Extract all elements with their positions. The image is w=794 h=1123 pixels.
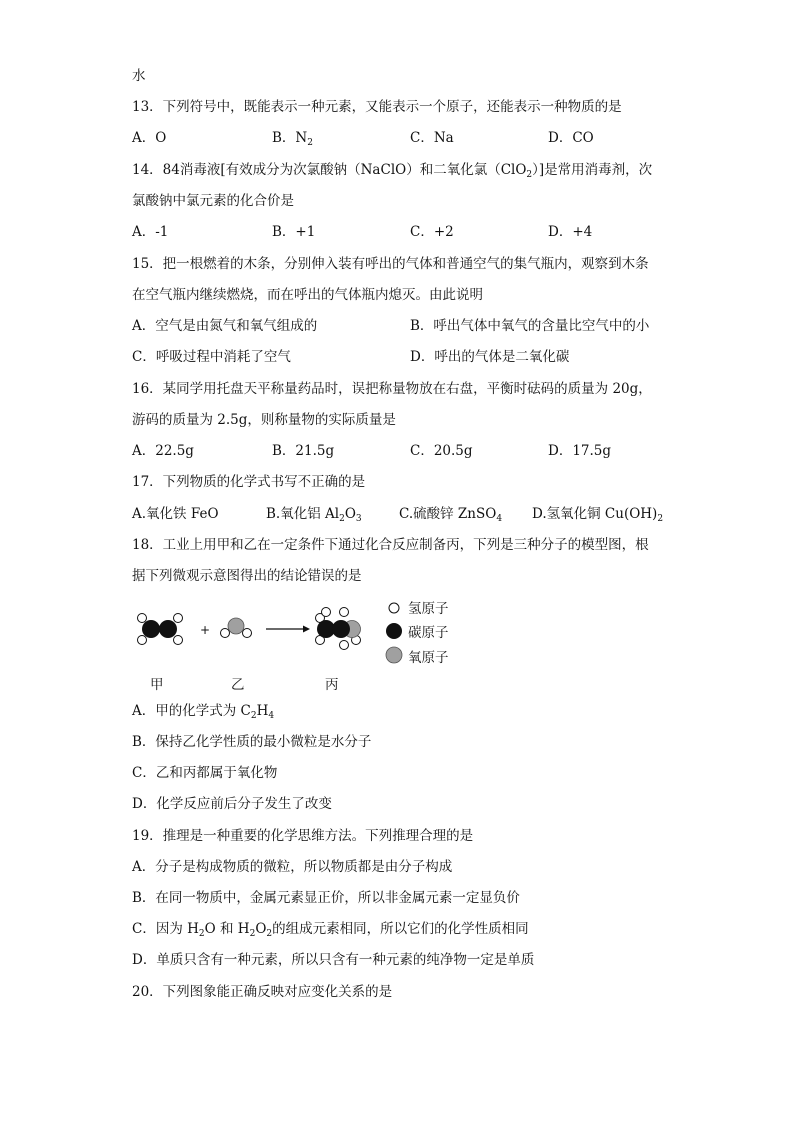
question-18-line-2: 据下列微观示意图得出的结论错误的是 bbox=[132, 568, 362, 584]
question-13: 13．下列符号中，既能表示一种元素，又能表示一个原子，还能表示一种物质的是 bbox=[132, 99, 622, 115]
legend bbox=[386, 603, 402, 663]
jia-c-2 bbox=[159, 620, 177, 638]
q14-option-b[interactable]: B．+1 bbox=[272, 224, 316, 240]
q17-b-sub1: 2 bbox=[339, 514, 345, 524]
q17-c-sub: 4 bbox=[496, 514, 503, 524]
q14-option-d[interactable]: D．+4 bbox=[548, 224, 593, 240]
q19-option-c[interactable] bbox=[132, 919, 529, 939]
q18-a-sub2: 4 bbox=[268, 711, 275, 721]
q19-c-sub1: 2 bbox=[198, 929, 205, 939]
q14-option-a[interactable]: A．-1 bbox=[132, 224, 169, 240]
q16-option-d[interactable]: D．17.5g bbox=[548, 443, 612, 459]
legend-o-swatch bbox=[386, 647, 402, 663]
question-16-line-1: 16．某同学用托盘天平称量药品时，误把称量物放在右盘，平衡时砝码的质量为 20g， bbox=[132, 381, 652, 397]
question-18-line-1: 18．工业上用甲和乙在一定条件下通过化合反应制备丙，下列是三种分子的模型图，根 bbox=[132, 537, 649, 553]
q18-option-b[interactable]: B．保持乙化学性质的最小微粒是水分子 bbox=[132, 734, 372, 750]
q13-option-a[interactable]: A．O bbox=[132, 130, 167, 146]
q18-a-mid: H bbox=[256, 703, 269, 719]
q15-option-b[interactable]: B．呼出气体中氧气的含量比空气中的小 bbox=[410, 318, 650, 334]
question-16-line-2: 游码的质量为 2.5g，则称量物的实际质量是 bbox=[132, 412, 396, 428]
molecule-jia bbox=[138, 614, 183, 645]
jia-h-2 bbox=[138, 636, 147, 645]
bing-h-5 bbox=[340, 641, 349, 650]
q18-option-c[interactable]: C．乙和丙都属于氧化物 bbox=[132, 765, 278, 781]
label-yi: 乙 bbox=[231, 677, 245, 693]
q17-option-d[interactable] bbox=[532, 504, 663, 524]
q19-c-sub3: 2 bbox=[266, 929, 273, 939]
q19-c-tail: 的组成元素相同，所以它们的化学性质相同 bbox=[272, 921, 529, 937]
label-jia: 甲 bbox=[150, 677, 164, 693]
plus-sign: + bbox=[200, 623, 211, 637]
jia-h-3 bbox=[174, 614, 183, 623]
jia-h-1 bbox=[138, 614, 147, 623]
q13-option-b-text: B．N bbox=[272, 130, 308, 146]
q18-a-text: A．甲的化学式为 C bbox=[132, 703, 251, 719]
molecule-bing bbox=[316, 608, 361, 650]
question-17: 17．下列物质的化学式书写不正确的是 bbox=[132, 474, 366, 490]
legend-c-swatch bbox=[386, 623, 402, 639]
q16-option-a[interactable]: A．22.5g bbox=[132, 443, 194, 459]
q17-b-sub2: 3 bbox=[355, 514, 362, 524]
q17-option-b[interactable] bbox=[266, 504, 362, 524]
jia-c-1 bbox=[142, 620, 160, 638]
legend-hydrogen-label: 氢原子 bbox=[408, 601, 449, 617]
q16-option-c[interactable]: C．20.5g bbox=[410, 443, 473, 459]
q14-text: 14．84消毒液[有效成分为次氯酸钠（NaClO）和二氧化氯（ClO bbox=[132, 162, 527, 178]
q17-d-sub: 2 bbox=[657, 514, 664, 524]
q13-option-c[interactable]: C．Na bbox=[410, 130, 454, 146]
molecule-yi bbox=[221, 618, 252, 638]
q18-a-sub1: 2 bbox=[250, 711, 257, 721]
yi-h-2 bbox=[243, 629, 252, 638]
question-15-line-2: 在空气瓶内继续燃烧，而在呼出的气体瓶内熄灭。由此说明 bbox=[132, 287, 483, 303]
bing-h-3 bbox=[322, 608, 331, 617]
q15-option-a[interactable]: A．空气是由氮气和氧气组成的 bbox=[132, 318, 318, 334]
q15-option-c[interactable]: C．呼吸过程中消耗了空气 bbox=[132, 349, 291, 365]
q17-c-text: C.硫酸锌 ZnSO bbox=[399, 506, 497, 522]
q14-option-c[interactable]: C．+2 bbox=[410, 224, 454, 240]
q19-c-text: C．因为 H bbox=[132, 921, 199, 937]
label-bing: 丙 bbox=[325, 677, 339, 693]
q13-option-b-sub: 2 bbox=[307, 138, 313, 148]
yi-h-1 bbox=[221, 629, 230, 638]
reaction-arrow bbox=[266, 626, 310, 633]
legend-h-swatch bbox=[389, 603, 399, 613]
question-15-line-1: 15．把一根燃着的木条，分别伸入装有呼出的气体和普通空气的集气瓶内，观察到木条 bbox=[132, 256, 649, 272]
q17-b-mid: O bbox=[344, 506, 356, 522]
q14-text-tail: ）]是常用消毒剂，次 bbox=[532, 162, 653, 178]
q14-sub: 2 bbox=[526, 170, 533, 180]
q17-option-a[interactable]: A.氧化铁 FeO bbox=[132, 506, 219, 522]
q17-option-c[interactable] bbox=[399, 504, 502, 524]
q13-option-b[interactable] bbox=[272, 128, 313, 148]
q13-option-d[interactable]: D．CO bbox=[548, 130, 594, 146]
q19-c-mid2: O bbox=[255, 921, 267, 937]
q19-c-sub2: 2 bbox=[249, 929, 256, 939]
bing-h-4 bbox=[340, 608, 349, 617]
q19-c-mid: O 和 H bbox=[204, 921, 250, 937]
question-20: 20．下列图象能正确反映对应变化关系的是 bbox=[132, 984, 393, 1000]
jia-h-4 bbox=[174, 636, 183, 645]
legend-oxygen-label: 氧原子 bbox=[408, 650, 449, 666]
q15-option-d[interactable]: D．呼出的气体是二氧化碳 bbox=[410, 349, 570, 365]
question-14-line-1 bbox=[132, 160, 652, 180]
question-19: 19．推理是一种重要的化学思维方法。下列推理合理的是 bbox=[132, 828, 474, 844]
continuation-text: 水 bbox=[132, 68, 146, 84]
q16-option-b[interactable]: B．21.5g bbox=[272, 443, 335, 459]
q17-d-text: D.氢氧化铜 Cu(OH) bbox=[532, 506, 658, 522]
yi-o bbox=[228, 618, 244, 634]
molecule-diagram bbox=[130, 600, 470, 695]
q17-b-text: B.氧化铝 Al bbox=[266, 506, 340, 522]
q19-option-a[interactable]: A．分子是构成物质的微粒，所以物质都是由分子构成 bbox=[132, 859, 453, 875]
q18-option-a[interactable] bbox=[132, 701, 274, 721]
q19-option-b[interactable]: B．在同一物质中，金属元素显正价，所以非金属元素一定显负价 bbox=[132, 890, 520, 906]
bing-c-2 bbox=[332, 620, 350, 638]
q19-option-d[interactable]: D．单质只含有一种元素，所以只含有一种元素的纯净物一定是单质 bbox=[132, 952, 535, 968]
legend-carbon-label: 碳原子 bbox=[408, 625, 449, 641]
question-14-line-2: 氯酸钠中氯元素的化合价是 bbox=[132, 193, 294, 209]
q18-option-d[interactable]: D．化学反应前后分子发生了改变 bbox=[132, 796, 332, 812]
